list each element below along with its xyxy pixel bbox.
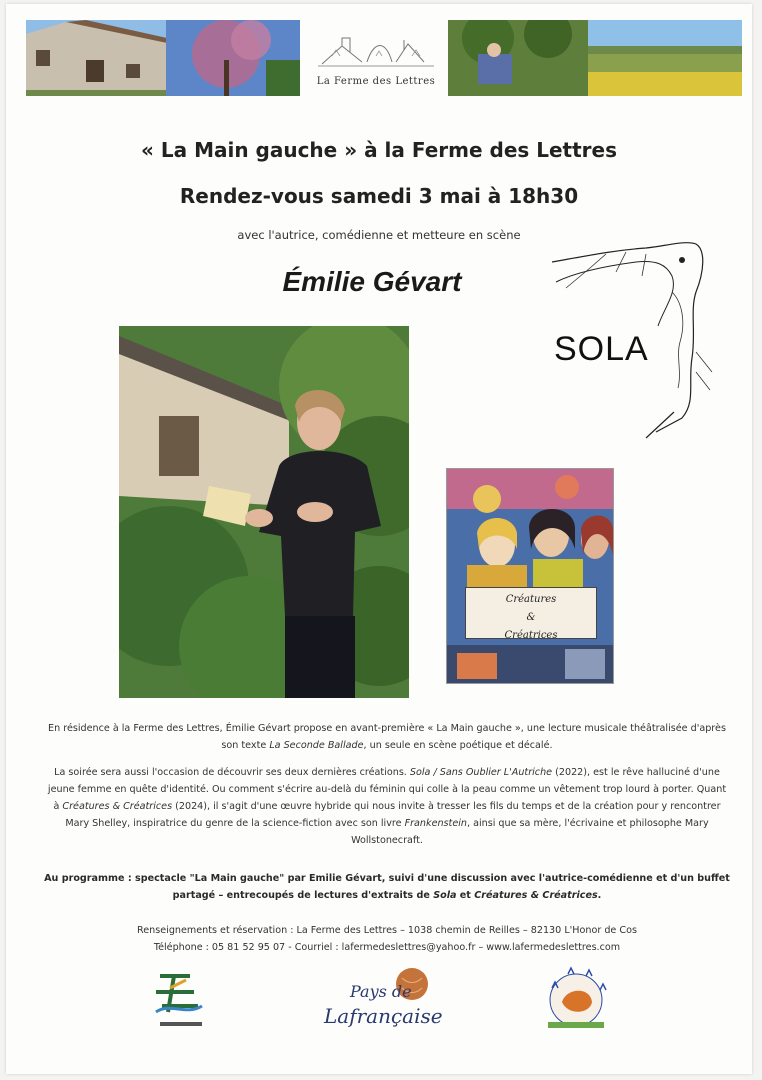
pays-de-lafrancaise-logo [314,966,444,1046]
paragraph-programme [44,870,730,904]
p2-italic-creatures: Créatures & Créatrices [62,801,173,812]
flyer-page [6,4,752,1074]
book-cover-creatures-creatrices [446,468,614,684]
event-date: Rendez-vous samedi 3 mai à 18h30 [179,184,579,208]
eu-stars-emblem-icon [538,966,614,1036]
farm-sketch-icon [312,26,440,74]
p2-text-d: , ainsi que sa mère, l'écrivaine et philosophe Mary Wollstonecraft. [351,818,709,846]
p2-text-c: (2024), il s'agit d'une œuvre hybride qui nous invite à tresser les fils du temps et de la création pour y rencontrer Mary Shelley, inspiratrice du genre de la science-fiction avec son livre [65,801,721,829]
pays-de-text: Pays de [350,982,412,1001]
banner-photo-landscape [448,20,742,96]
contact-address: Renseignements et réservation : La Ferme des Lettres – 1038 chemin de Reilles – 82130 L'Honor de Cos [137,925,637,936]
author-name: Émilie Gévart [282,266,462,297]
p1-text-a: En résidence à la Ferme des Lettres, Émilie Gévart propose en avant-première « La Main gauche », une lecture musicale théâtralisée d'après son texte [48,723,726,751]
banner-photo-farmhouse [26,20,300,96]
book-cover-painting [447,469,614,684]
book-title-line1: Créatures [505,594,557,605]
p2-text-b: (2022), est le rêve halluciné d'une jeune femme en quête d'identité. Ou comment s'écrire au-delà du féminin qui colle à la peau comme un vêtement trop lourd à porter. Quant à [47,767,727,812]
paragraph-creations [44,764,730,849]
p3-text-c: . [597,890,602,901]
book-title-line3: Créatrices [504,630,558,641]
author-reading-image [119,326,409,698]
p2-italic-sola: Sola / Sans Oublier L'Autriche [409,767,553,778]
author-photo [119,326,409,698]
paragraph-residence [44,720,730,754]
event-title: « La Main gauche » à la Ferme des Lettres [140,138,618,162]
tarn-et-garonne-emblem-icon [146,966,216,1036]
event-subtitle: avec l'autrice, comédienne et metteure en scène [237,228,521,242]
sola-wordmark: SOLA [554,330,649,368]
farmhouse-image [26,20,300,96]
p3-text-a: Au programme : spectacle "La Main gauche" par Emilie Gévart, suivi d'une discussion avec l'autrice-comédienne et d'un buffet partagé – entrecoupés de lectures d'extraits de [44,873,730,901]
book-title-line2: & [526,612,536,623]
landscape-image [448,20,742,96]
p3-italic-creatures: Créatures & Créatrices [474,890,598,901]
logo-caption: La Ferme des Lettres [316,76,436,87]
europe-leader-logo [538,966,614,1036]
contact-info [44,922,730,956]
p1-text-b: , un seule en scène poétique et décalé. [363,740,553,751]
ferme-des-lettres-logo [312,26,440,100]
book-title-label [465,587,597,639]
p3-text-b: et [456,890,475,901]
p2-text-a: La soirée sera aussi l'occasion de découvrir ses deux dernières créations. [54,767,410,778]
p3-italic-sola: Sola [433,890,457,901]
contact-phone-email: Téléphone : 05 81 52 95 07 - Courriel : lafermedeslettres@yahoo.fr – www.lafermedeslettres.com [153,942,621,953]
lafrancaise-text: Lafrançaise [324,1004,443,1028]
p1-italic: La Seconde Ballade [269,740,364,751]
sola-logo [546,232,716,442]
tarn-et-garonne-logo [146,966,216,1036]
p2-italic-frankenstein: Frankenstein [404,818,467,829]
